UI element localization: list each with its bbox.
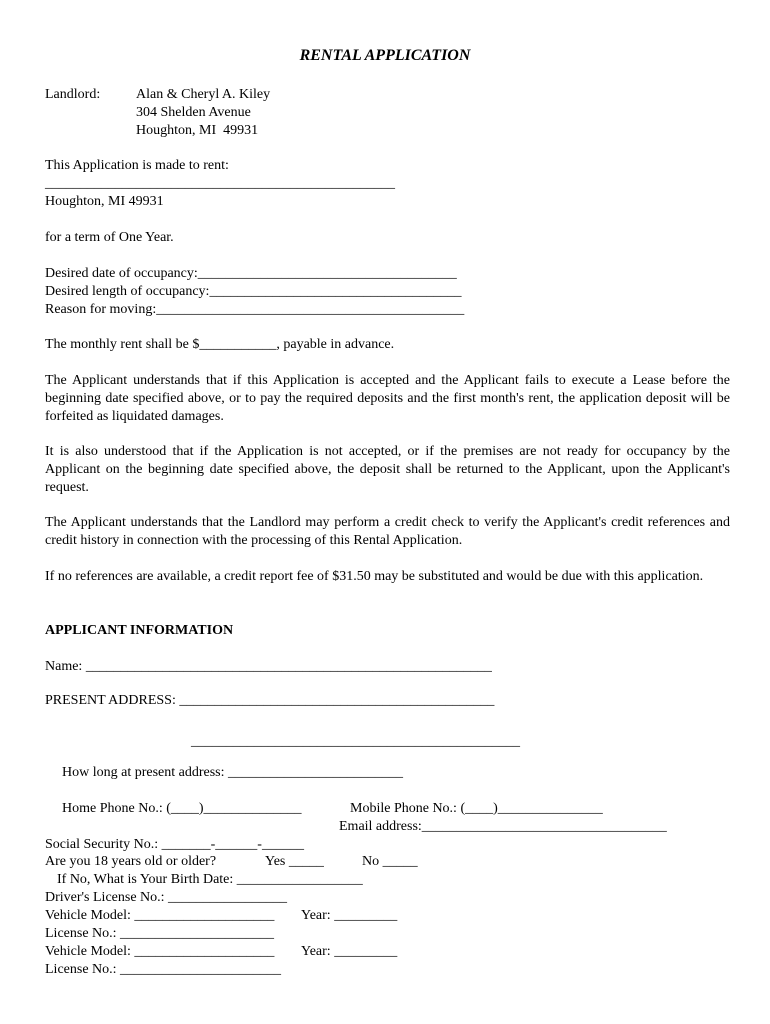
age-question: Are you 18 years old or older? — [45, 854, 217, 869]
age-no-field[interactable]: No _____ — [362, 854, 418, 869]
birth-date-field[interactable]: If No, What is Your Birth Date: __________________ — [57, 872, 363, 887]
landlord-label: Landlord: — [45, 87, 101, 102]
drivers-license-field[interactable]: Driver's License No.: _________________ — [45, 890, 288, 905]
monthly-rent-field[interactable]: The monthly rent shall be $___________, payable in advance. — [45, 337, 395, 352]
applicant-heading: APPLICANT INFORMATION — [45, 623, 234, 638]
email-field[interactable]: Email address:___________________________________ — [339, 819, 667, 834]
term-text: for a term of One Year. — [45, 230, 174, 245]
occupancy-length-field[interactable]: Desired length of occupancy:____________________________________ — [45, 284, 462, 299]
landlord-name: Alan & Cheryl A. Kiley — [136, 87, 271, 102]
vehicle1-model-field[interactable]: Vehicle Model: ____________________ — [45, 908, 275, 923]
paragraph-forfeit: The Applicant understands that if this Application is accepted and the Applicant fails to execute a Lease before the beginning date specified above, or to pay the required deposits and the first month's rent, the application deposit will be forfeited as liquidated damages. — [45, 373, 730, 424]
moving-reason-field[interactable]: Reason for moving:____________________________________________ — [45, 302, 465, 317]
name-field[interactable]: Name: __________________________________________________________ — [45, 659, 492, 674]
license1-field[interactable]: License No.: ______________________ — [45, 926, 275, 941]
vehicle2-model-field[interactable]: Vehicle Model: ____________________ — [45, 944, 275, 959]
paragraph-credit-fee: If no references are available, a credit report fee of $31.50 may be substituted and would be due with this application. — [45, 569, 704, 584]
rent-intro: This Application is made to rent: — [45, 158, 229, 173]
how-long-field[interactable]: How long at present address: _________________________ — [62, 765, 404, 780]
age-yes-field[interactable]: Yes _____ — [265, 854, 324, 869]
present-address-field[interactable]: PRESENT ADDRESS: _____________________________________________ — [45, 693, 495, 708]
document-title: RENTAL APPLICATION — [299, 47, 471, 64]
address-line2-field[interactable]: _______________________________________________ — [191, 734, 520, 749]
occupancy-date-field[interactable]: Desired date of occupancy:_____________________________________ — [45, 266, 457, 281]
ssn-field[interactable]: Social Security No.: _______-______-______ — [45, 837, 304, 852]
license2-field[interactable]: License No.: _______________________ — [45, 962, 282, 977]
rent-address-blank[interactable]: __________________________________________________ — [45, 176, 395, 191]
vehicle1-year-field[interactable]: Year: _________ — [301, 908, 398, 923]
rent-city: Houghton, MI 49931 — [45, 194, 164, 209]
paragraph-refund: It is also understood that if the Application is not accepted, or if the premises are not ready for occupancy by the Applicant on the beginning date specified above, the deposit shall be returned to the Applicant, upon the Applicant's request. — [45, 444, 730, 495]
mobile-phone-field[interactable]: Mobile Phone No.: (____)_______________ — [350, 801, 603, 816]
home-phone-field[interactable]: Home Phone No.: (____)______________ — [62, 801, 302, 816]
landlord-street: 304 Shelden Avenue — [136, 105, 251, 120]
landlord-city: Houghton, MI 49931 — [136, 123, 259, 138]
paragraph-credit-check: The Applicant understands that the Landlord may perform a credit check to verify the Applicant's credit references and credit history in connection with the processing of this Rental Application. — [45, 515, 730, 548]
vehicle2-year-field[interactable]: Year: _________ — [301, 944, 398, 959]
